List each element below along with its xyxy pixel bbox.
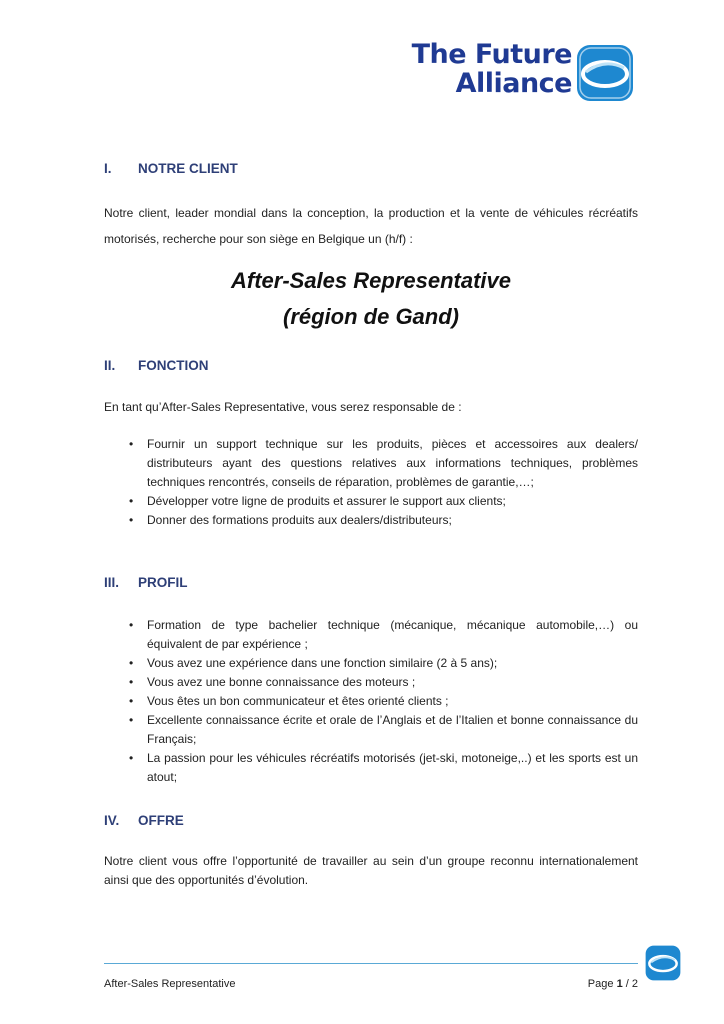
bullet-icon: • [129, 694, 134, 708]
section-heading-client [104, 161, 238, 176]
section-title: NOTRE CLIENT [138, 161, 238, 176]
list-item-text: Développer votre ligne de produits et assurer le support aux clients; [147, 494, 506, 508]
job-title-line-1: After-Sales Representative [230, 268, 511, 293]
logo-line-1: The Future [411, 39, 572, 70]
list-item-text: Vous avez une expérience dans une fonction similaire (2 à 5 ans); [147, 656, 498, 670]
list-item-text: Vous êtes un bon communicateur et êtes orienté clients ; [147, 694, 449, 708]
client-description: Notre client, leader mondial dans la conception, la production et la vente de véhicules récréatifs motorisés, recherche pour son siège en Belgique un (h/f) : [104, 206, 638, 246]
footer-doc-title: After-Sales Representative [104, 978, 236, 990]
list-item-text: Vous avez une bonne connaissance des moteurs ; [147, 675, 416, 689]
list-item [104, 435, 638, 492]
bullet-icon: • [129, 751, 134, 765]
bullet-icon: • [129, 513, 134, 527]
fonction-intro: En tant qu’After-Sales Representative, vous serez responsable de : [104, 400, 462, 414]
list-item [104, 692, 638, 711]
page-label: Page [587, 978, 614, 990]
bullet-icon: • [129, 494, 134, 508]
section-title: FONCTION [138, 358, 209, 373]
footer-divider [104, 963, 638, 964]
section-number: III. [104, 575, 120, 590]
list-item [104, 492, 638, 511]
job-title [104, 263, 638, 335]
footer-page-number [540, 978, 638, 990]
section-heading-profil [104, 575, 188, 590]
page-total: 2 [631, 978, 638, 990]
section-number: I. [104, 161, 112, 176]
profil-list [104, 616, 638, 787]
section-number: IV. [104, 813, 120, 828]
fonction-list [104, 435, 638, 530]
offre-description: Notre client vous offre l’opportunité de travailler au sein d’un groupe reconnu internationalement ainsi que des opportunités d’évolution. [104, 854, 638, 887]
section-number: II. [104, 358, 116, 373]
page-separator: / [625, 978, 629, 990]
bullet-icon: • [129, 675, 134, 689]
logo-line-2: Alliance [455, 68, 572, 99]
company-logo [410, 40, 635, 106]
oval-swoosh-icon [576, 44, 634, 102]
list-item [104, 711, 638, 749]
list-item-text: Donner des formations produits aux dealers/distributeurs; [147, 513, 452, 527]
bullet-icon: • [129, 656, 134, 670]
section-title: OFFRE [138, 813, 184, 828]
section-heading-offre [104, 813, 184, 828]
bullet-icon: • [129, 618, 134, 632]
bullet-icon: • [129, 713, 134, 727]
list-item [104, 616, 638, 654]
list-item-text: Formation de type bachelier technique (mécanique, mécanique automobile,…) ou équivalent de par expérience ; [147, 618, 638, 651]
logo-text [410, 40, 572, 98]
page-current: 1 [616, 978, 623, 990]
list-item [104, 654, 638, 673]
oval-swoosh-icon [645, 945, 681, 981]
section-heading-fonction [104, 358, 209, 373]
section-title: PROFIL [138, 575, 188, 590]
job-title-line-2: (région de Gand) [283, 304, 459, 329]
list-item [104, 749, 638, 787]
list-item [104, 673, 638, 692]
list-item [104, 511, 638, 530]
bullet-icon: • [129, 437, 134, 451]
list-item-text: La passion pour les véhicules récréatifs motorisés (jet-ski, motoneige,..) et les sports est un atout; [147, 751, 638, 784]
list-item-text: Excellente connaissance écrite et orale de l’Anglais et de l’Italien et bonne connaissance du Français; [147, 713, 638, 746]
list-item-text: Fournir un support technique sur les produits, pièces et accessoires aux dealers/ distributeurs ayant des questions relatives aux informations techniques, problèmes techniques rencontrés, conseils de réparation, problèmes de garantie,…; [147, 437, 638, 489]
